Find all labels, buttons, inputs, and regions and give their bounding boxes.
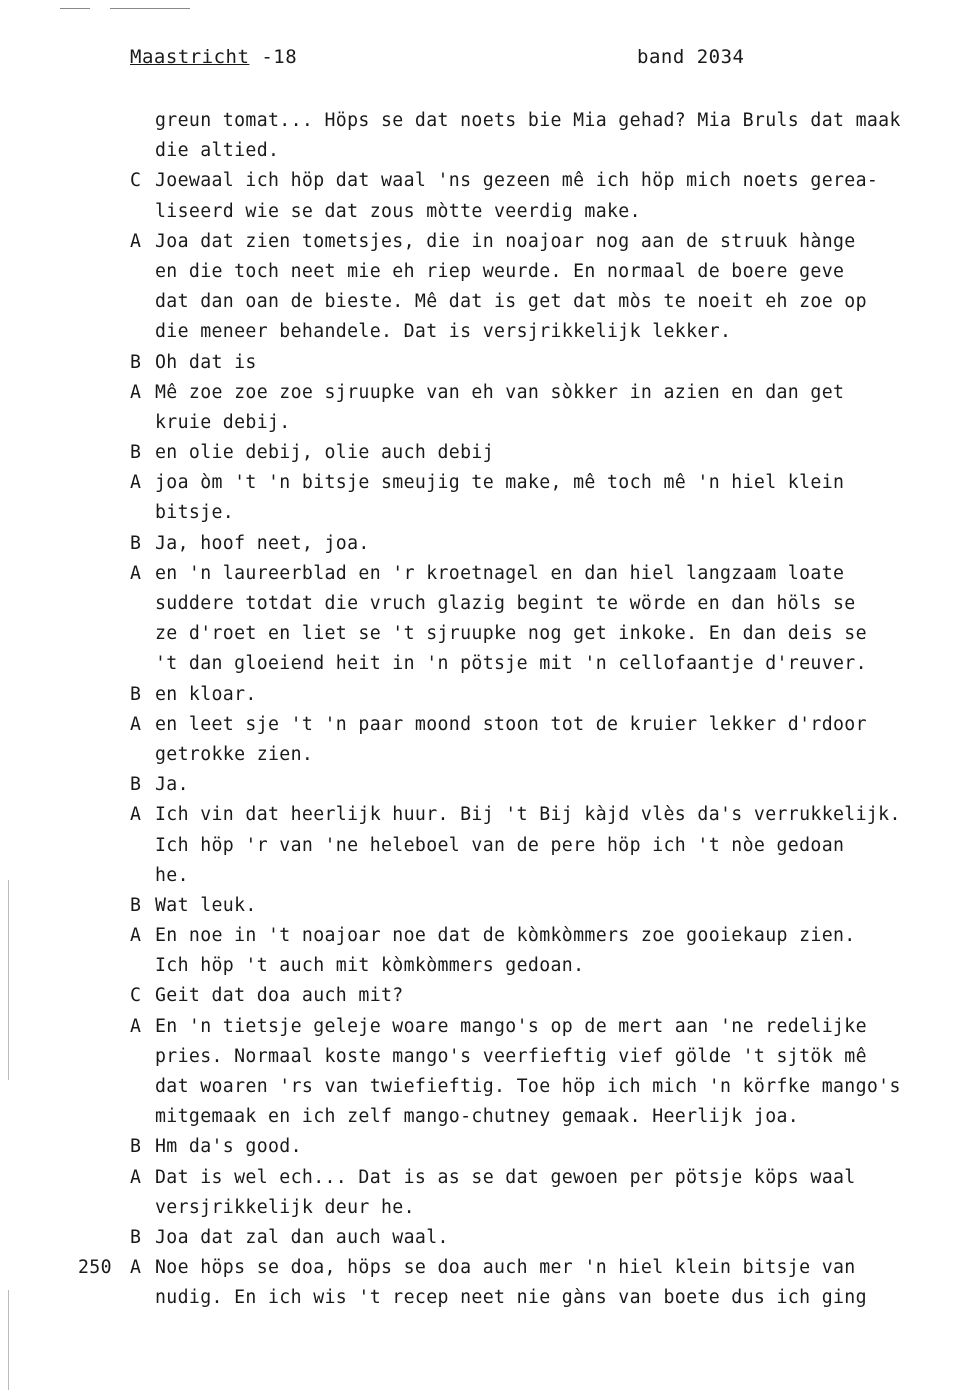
speaker-label: A [130,925,142,947]
transcript-line [0,438,973,468]
line-text: Joa dat zien tometsjes, die in noajoar nog aan de struuk hànge [155,230,856,252]
speaker-label: A [130,1166,142,1188]
line-text: Ja, hoof neet, joa. [155,532,370,554]
line-text: die meneer behandele. Dat is versjrikkelijk lekker. [155,321,732,343]
line-text: Joa dat zal dan auch waal. [155,1226,449,1248]
transcript-line [0,1253,973,1283]
line-text: 't dan gloeiend heit in 'n pötsje mit 'n cellofaantje d'reuver. [155,653,867,675]
transcript-line [0,1193,973,1223]
line-text: en kloar. [155,683,257,705]
transcript-line [0,136,973,166]
transcript-line [0,408,973,438]
transcript-line [0,981,973,1011]
line-text: mitgemaak en ich zelf mango-chutney gemaak. Heerlijk joa. [155,1106,800,1128]
line-text: Dat is wel ech... Dat is as se dat gewoen per pötsje köps waal [155,1166,856,1188]
speaker-label: A [130,1015,142,1037]
line-text: En 'n tietsje geleje woare mango's op de mert aan 'ne redelijke [155,1015,867,1037]
transcript-line [0,1102,973,1132]
transcript-line [0,257,973,287]
speaker-label: A [130,804,142,826]
transcript-line [0,227,973,257]
speaker-label: C [130,985,142,1007]
speaker-label: A [130,713,142,735]
speaker-label: B [130,1226,142,1248]
transcript-line [0,378,973,408]
transcript-line [0,166,973,196]
transcript-line [0,619,973,649]
line-text: he. [155,864,189,886]
line-text: suddere totdat die vruch glazig begint te wörde en dan höls se [155,593,856,614]
speaker-label: B [130,351,142,373]
line-text: ze d'roet en liet se 't sjruupke nog get inkoke. En dan deis se [155,623,867,645]
line-text: en die toch neet mie eh riep weurde. En normaal de boere geve [155,260,845,282]
line-text: Hm da's good. [155,1136,302,1158]
line-text: en leet sje 't 'n paar moond stoon tot de kruier lekker d'rdoor [155,713,867,735]
transcript-line [0,287,973,317]
line-text: nudig. En ich wis 't recep neet nie gàns van boete dus ich ging [155,1287,867,1309]
line-text: die altied. [155,140,280,162]
line-text: versjrikkelijk deur he. [155,1196,415,1218]
line-text: Wat leuk. [155,894,257,916]
speaker-label: B [130,894,142,916]
transcript-line [0,1163,973,1193]
transcript-line [0,649,973,679]
transcript-line [0,891,973,921]
transcript-line [0,317,973,347]
line-text: Ich höp 't auch mit kòmkòmmers gedoan. [155,955,585,977]
speaker-label: B [130,774,142,796]
transcript-line [0,348,973,378]
transcript-line [0,740,973,770]
transcript-line [0,770,973,800]
speaker-label: C [130,170,142,192]
transcript-line [0,1132,973,1162]
line-text: pries. Normaal koste mango's veerfieftig vief gölde 't sjtök mê [155,1045,867,1067]
transcript-line [0,529,973,559]
transcript-line [0,1012,973,1042]
line-text: dat woaren 'rs van twiefieftig. Toe höp ich mich 'n körfke mango's [155,1076,901,1097]
line-number: 250 [78,1257,112,1279]
speaker-label: B [130,683,142,705]
header-place: Maastricht [130,46,250,68]
transcript-line [0,1072,973,1102]
line-text: Geit dat doa auch mit? [155,985,404,1007]
speaker-label: A [130,1257,142,1279]
speaker-label: B [130,442,142,464]
header-tape-number: band 2034 [637,46,745,68]
transcript-line [0,1042,973,1072]
line-text: Joewaal ich höp dat waal 'ns gezeen mê ich höp mich noets gerea- [155,170,879,192]
line-text: En noe in 't noajoar noe dat de kòmkòmmers zoe gooiekaup zien. [155,925,856,947]
speaker-label: A [130,381,142,403]
line-text: liseerd wie se dat zous mòtte veerdig make. [155,200,641,222]
speaker-label: B [130,1136,142,1158]
transcript-line [0,951,973,981]
line-text: en 'n laureerblad en 'r kroetnagel en dan hiel langzaam loate [155,562,845,584]
transcript-line [0,1223,973,1253]
speaker-label: A [130,562,142,584]
line-text: Ich höp 'r van 'ne heleboel van de pere höp ich 't nòe gedoan [155,834,845,856]
scan-artifact [60,8,90,9]
page-header-left [130,46,297,68]
transcript-line [0,1283,973,1313]
transcript-line [0,710,973,740]
line-text: Ja. [155,774,189,796]
transcript-line [0,589,973,619]
transcript-line [0,559,973,589]
line-text: bitsje. [155,502,235,524]
line-text: Noe höps se doa, höps se doa auch mer 'n hiel klein bitsje van [155,1257,856,1279]
transcript-line [0,921,973,951]
line-text: Mê zoe zoe zoe sjruupke van eh van sòkker in azien en dan get [155,381,845,403]
transcript-line [0,800,973,830]
transcript-line [0,498,973,528]
speaker-label: A [130,230,142,252]
speaker-label: B [130,532,142,554]
scan-artifact [110,8,190,9]
line-text: Ich vin dat heerlijk huur. Bij 't Bij kàjd vlès da's verrukkelijk. [155,804,901,826]
transcript-line [0,831,973,861]
transcript-line [0,861,973,891]
transcript-line [0,106,973,136]
line-text: dat dan oan de bieste. Mê dat is get dat mòs te noeit eh zoe op [155,291,867,313]
line-text: kruie debij. [155,411,291,433]
line-text: getrokke zien. [155,743,314,765]
line-text: Oh dat is [155,351,257,373]
transcript-line [0,680,973,710]
speaker-label: A [130,472,142,494]
line-text: greun tomat... Höps se dat noets bie Mia gehad? Mia Bruls dat maak [155,110,901,131]
header-page-number: -18 [261,46,298,68]
transcript-line [0,197,973,227]
line-text: en olie debij, olie auch debij [155,442,494,464]
transcript-line [0,468,973,498]
line-text: joa òm 't 'n bitsje smeujig te make, mê toch mê 'n hiel klein [155,472,845,494]
transcript-body [0,106,973,1314]
